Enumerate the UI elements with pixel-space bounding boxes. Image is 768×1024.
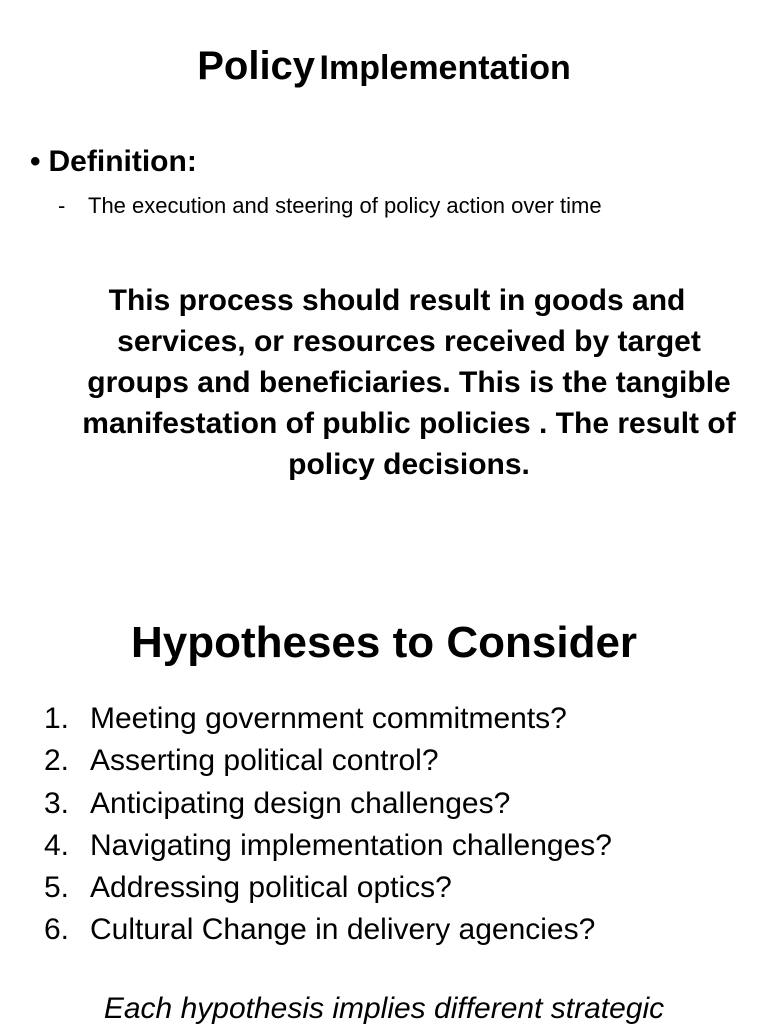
slide-title-policy-implementation bbox=[0, 44, 768, 89]
list-item-text: Navigating implementation challenges? bbox=[90, 828, 612, 862]
list-item bbox=[44, 740, 612, 782]
list-item bbox=[44, 825, 612, 867]
list-item-number: 5. bbox=[44, 871, 70, 905]
list-item-number: 3. bbox=[44, 786, 70, 820]
list-item-number: 2. bbox=[44, 744, 70, 778]
definition-heading bbox=[30, 145, 197, 179]
definition-text: The execution and steering of policy action over time bbox=[88, 193, 602, 218]
list-item bbox=[44, 867, 612, 909]
list-item-text: Anticipating design challenges? bbox=[90, 786, 511, 820]
slide-title-hypotheses: Hypotheses to Consider bbox=[130, 618, 638, 667]
list-item-number: 1. bbox=[44, 702, 70, 735]
list-item-text: Meeting government commitments? bbox=[90, 702, 567, 735]
dash-icon: - bbox=[58, 193, 66, 218]
definition-subpoint bbox=[58, 193, 602, 219]
process-paragraph: This process should result in goods and services, or resources received by target groups and beneficiaries. This is the tangible manifestation of public policies . The result of policy decisions. bbox=[82, 284, 736, 481]
definition-label: Definition: bbox=[48, 145, 197, 178]
title-word-implementation: Implementation bbox=[319, 49, 571, 87]
list-item bbox=[44, 783, 612, 825]
list-item bbox=[44, 909, 612, 951]
list-item-number: 6. bbox=[44, 913, 70, 947]
list-item-number: 4. bbox=[44, 828, 70, 862]
bullet-icon: • bbox=[30, 145, 41, 178]
title-word-policy: Policy bbox=[197, 44, 316, 88]
list-item bbox=[44, 698, 612, 740]
footer-note: Each hypothesis implies different strategic bbox=[103, 992, 665, 1024]
list-item-text: Cultural Change in delivery agencies? bbox=[90, 913, 596, 947]
list-item-text: Asserting political control? bbox=[90, 744, 439, 778]
hypotheses-list bbox=[44, 698, 612, 952]
list-item-text: Addressing political optics? bbox=[90, 871, 452, 905]
